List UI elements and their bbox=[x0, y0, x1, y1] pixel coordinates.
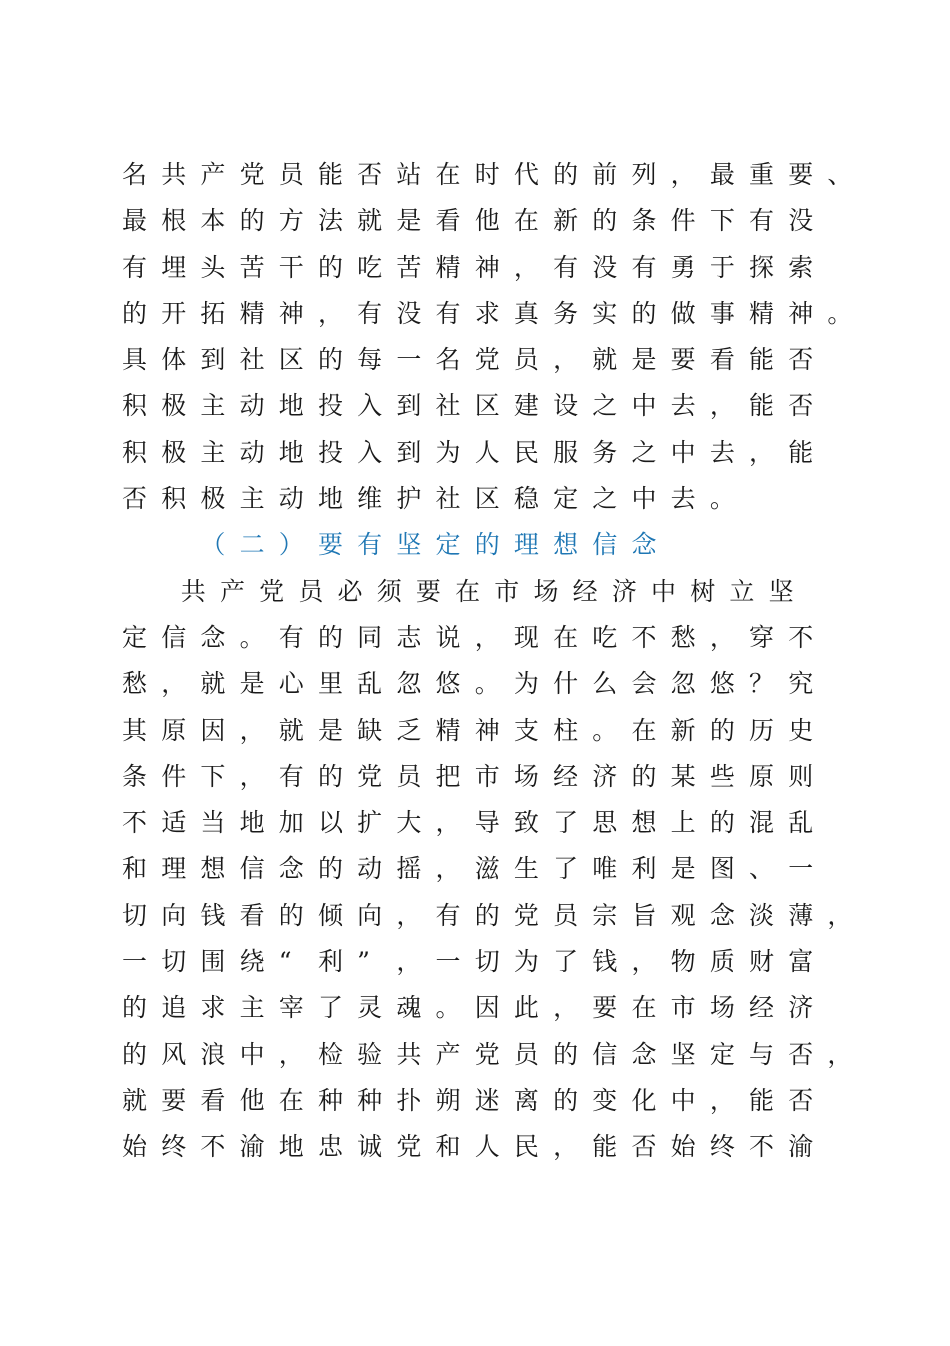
text-line: 的 开 拓 精 神 ， 有 没 有 求 真 务 实 的 做 事 精 神 。 bbox=[122, 298, 853, 328]
text-line: 始 终 不 渝 地 忠 诚 党 和 人 民 ， 能 否 始 终 不 渝 bbox=[122, 1132, 814, 1162]
text-line: 名 共 产 党 员 能 否 站 在 时 代 的 前 列 ， 最 重 要 、 bbox=[122, 160, 853, 189]
text-line: 切 向 钱 看 的 倾 向 ， 有 的 党 员 宗 旨 观 念 淡 薄 ， bbox=[122, 900, 853, 930]
section-heading: （ 二 ） 要 有 坚 定 的 理 想 信 念 bbox=[200, 530, 657, 560]
text-line: 否 积 极 主 动 地 维 护 社 区 稳 定 之 中 去 。 bbox=[122, 484, 735, 514]
text-line: 定 信 念 。 有 的 同 志 说 ， 现 在 吃 不 愁 ， 穿 不 bbox=[122, 622, 814, 652]
text-line: 不 适 当 地 加 以 扩 大 ， 导 致 了 思 想 上 的 混 乱 bbox=[122, 808, 814, 838]
text-line: 和 理 想 信 念 的 动 摇 ， 滋 生 了 唯 利 是 图 、 一 bbox=[122, 854, 814, 884]
text-line: 愁 ， 就 是 心 里 乱 忽 悠 。 为 什 么 会 忽 悠 ？ 究 bbox=[122, 669, 814, 699]
text-line: 条 件 下 ， 有 的 党 员 把 市 场 经 济 的 某 些 原 则 bbox=[122, 761, 814, 791]
text-line: 就 要 看 他 在 种 种 扑 朔 迷 离 的 变 化 中 ， 能 否 bbox=[122, 1085, 814, 1115]
text-line: 的 风 浪 中 ， 检 验 共 产 党 员 的 信 念 坚 定 与 否 ， bbox=[122, 1039, 853, 1069]
text-line: 具 体 到 社 区 的 每 一 名 党 员 ， 就 是 要 看 能 否 bbox=[122, 345, 814, 375]
body-text bbox=[122, 152, 922, 1171]
text-line: 的 追 求 主 宰 了 灵 魂 。 因 此 ， 要 在 市 场 经 济 bbox=[122, 993, 814, 1023]
text-line: 最 根 本 的 方 法 就 是 看 他 在 新 的 条 件 下 有 没 bbox=[122, 206, 814, 236]
text-line: 一 切 围 绕 “ 利 ” ， 一 切 为 了 钱 ， 物 质 财 富 bbox=[122, 947, 814, 977]
text-line: 积 极 主 动 地 投 入 到 为 人 民 服 务 之 中 去 ， 能 bbox=[122, 437, 814, 467]
text-line: 共 产 党 员 必 须 要 在 市 场 经 济 中 树 立 坚 bbox=[180, 576, 794, 606]
text-line: 其 原 因 ， 就 是 缺 乏 精 神 支 柱 。 在 新 的 历 史 bbox=[122, 715, 814, 745]
text-line: 积 极 主 动 地 投 入 到 社 区 建 设 之 中 去 ， 能 否 bbox=[122, 391, 814, 421]
text-line: 有 埋 头 苦 干 的 吃 苦 精 神 ， 有 没 有 勇 于 探 索 bbox=[122, 252, 814, 282]
